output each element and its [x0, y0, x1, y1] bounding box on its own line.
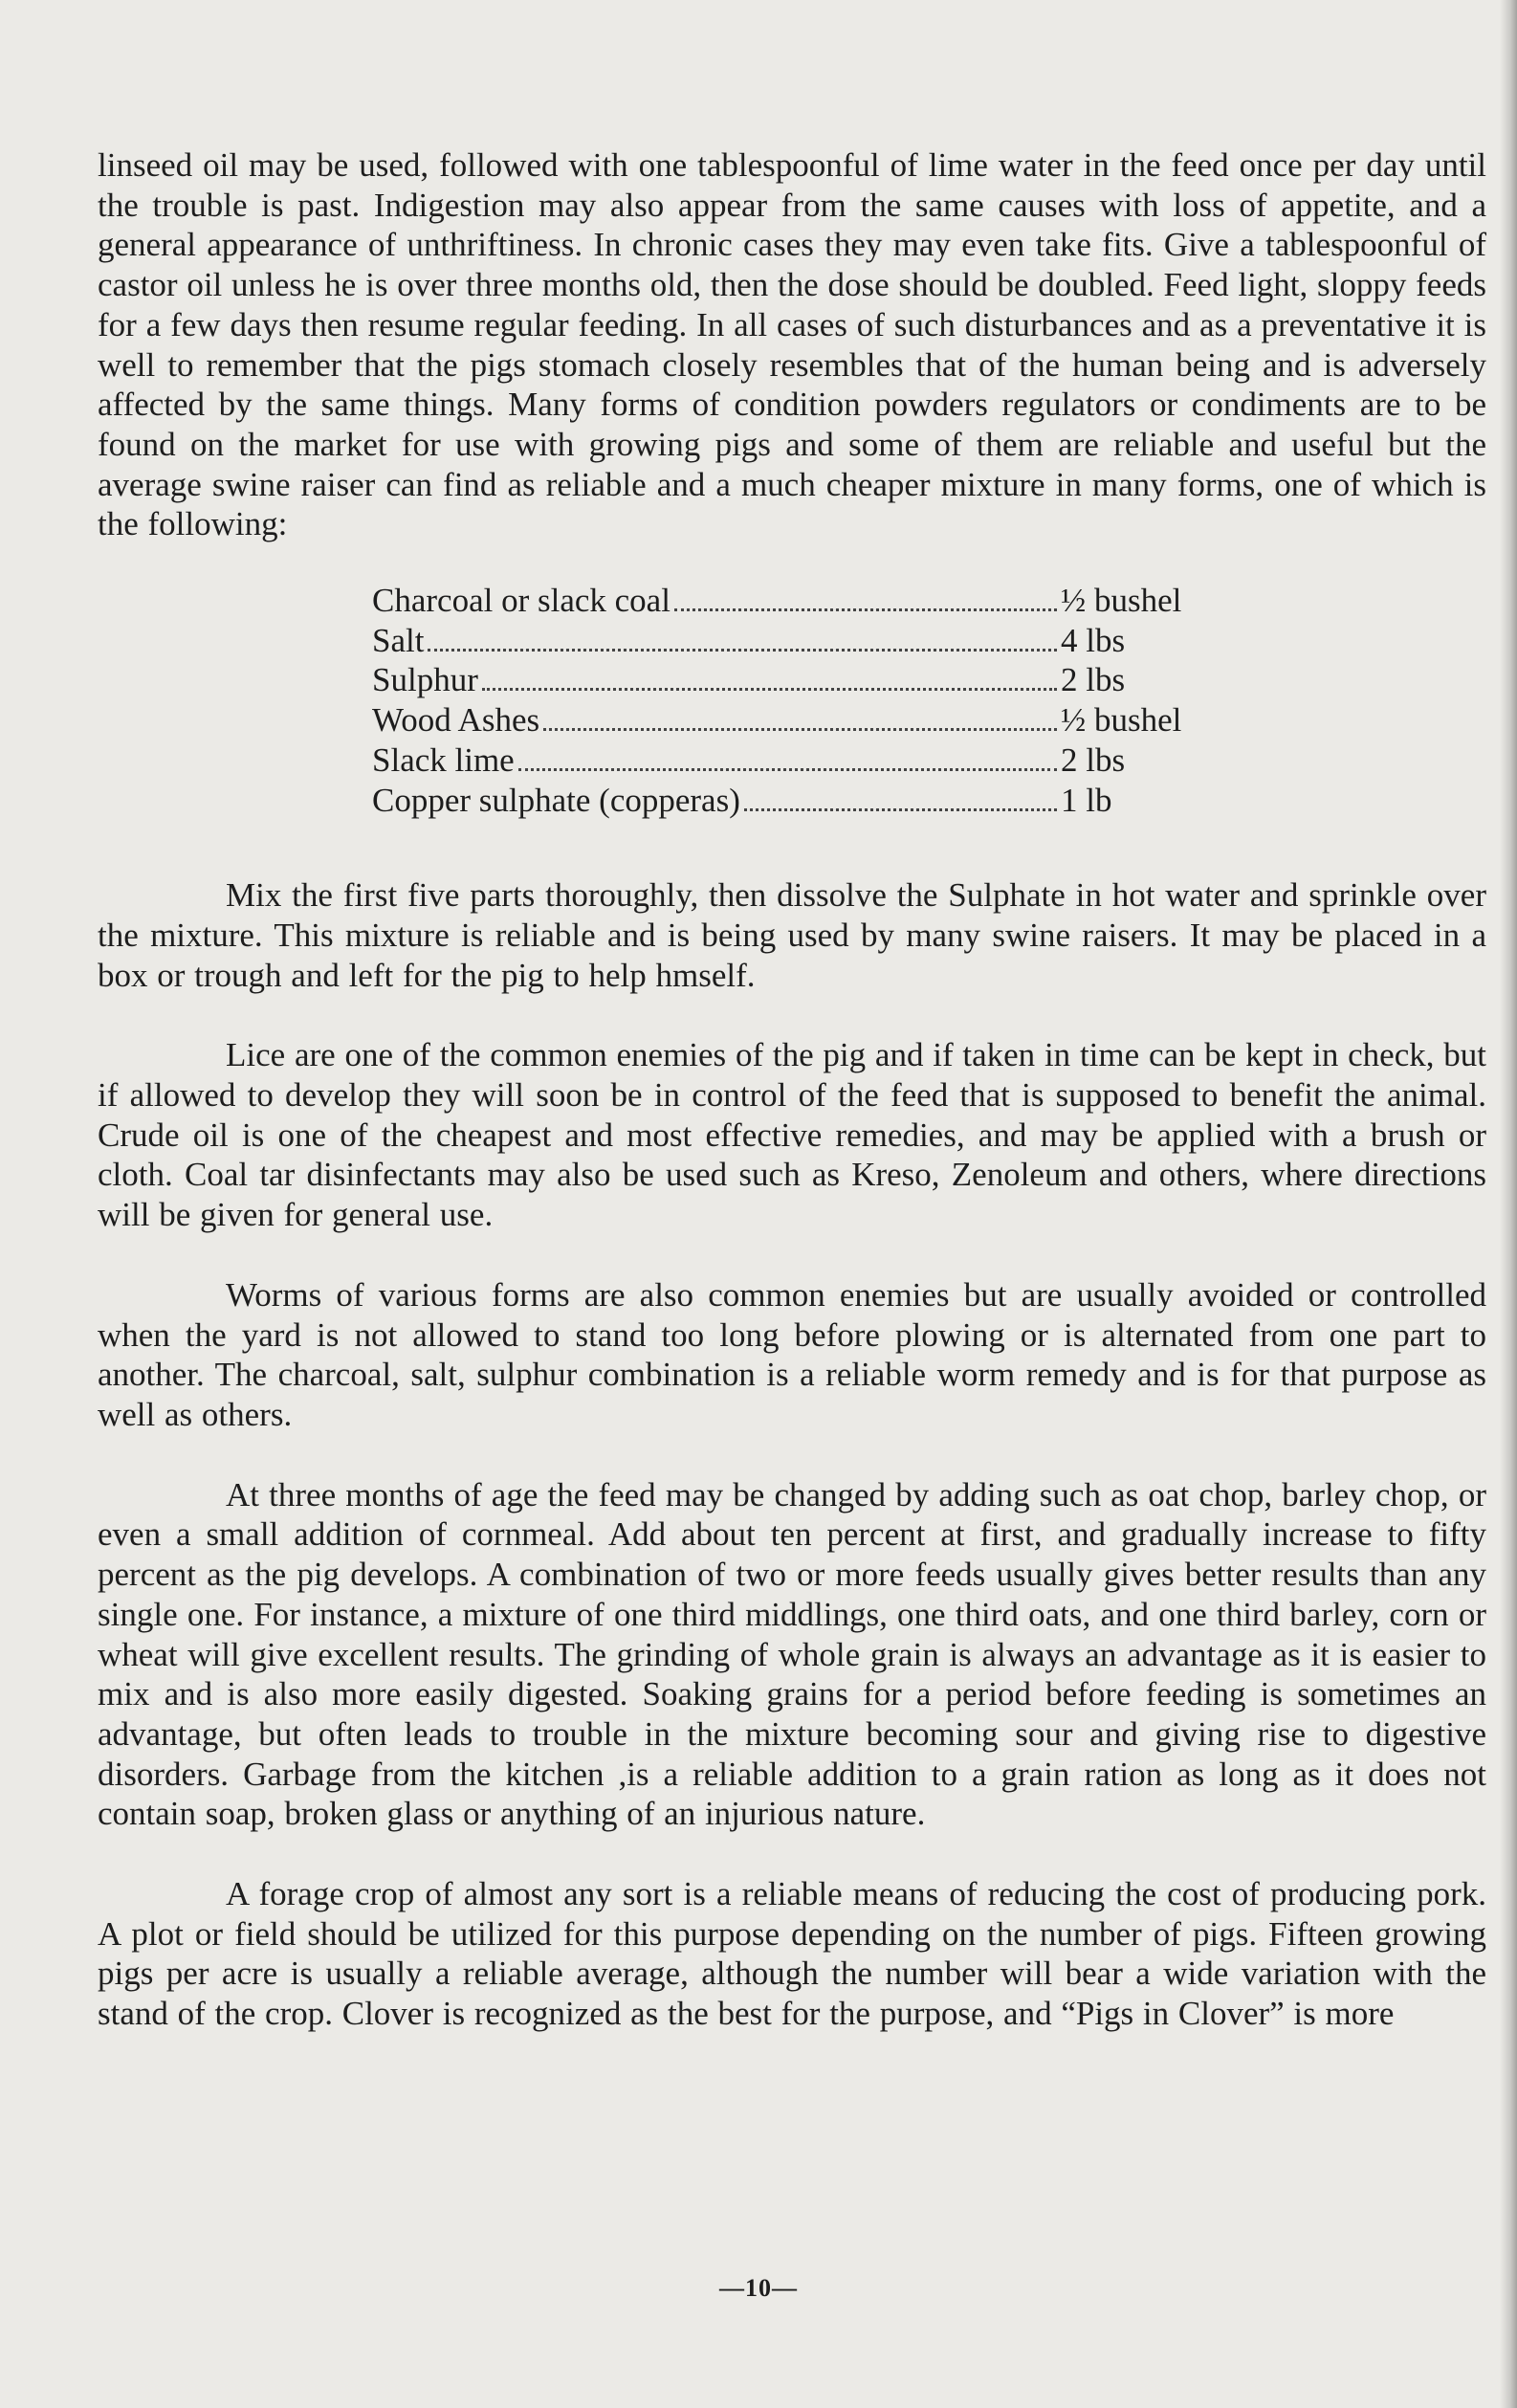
mixture-list — [372, 581, 1309, 820]
mixture-item-qty: 4 lbs — [1061, 621, 1126, 659]
paragraph-feed-changes: At three months of age the feed may be changed by adding such as oat chop, barley chop, or even a small addition of cornmeal. Add about ten percent at first, and gradually increase to fifty percent as the pig develops. A combination of two or more feeds usually gives better results than any single one. For instance, a mixture of one third middlings, one third oats, and one third barley, corn or wheat will give excellent results. The grinding of whole grain is always an advantage as it is easier to mix and is also more easily digested. Soaking grains for a period before feeding is sometimes an advantage, but often leads to trouble in the mixture becoming sour and giving rise to digestive disorders. Garbage from the kitchen ,is a reliable addition to a grain ration as long as it does not contain soap, broken glass or anything of an injurious nature. — [98, 1475, 1486, 1833]
mixture-item-qty: ½ bushel — [1061, 582, 1182, 620]
dot-leader — [744, 807, 1057, 811]
mixture-item-wood-ashes — [372, 700, 1204, 740]
mixture-item-name: Copper sulphate (copperas) — [372, 781, 740, 819]
mixture-item-sulphur — [372, 660, 1204, 700]
mixture-item-name: Slack lime — [372, 740, 515, 779]
mixture-item-name: Wood Ashes — [372, 701, 540, 740]
dot-leader — [674, 608, 1057, 611]
mixture-item-charcoal — [372, 581, 1204, 621]
dot-leader — [482, 687, 1057, 691]
mixture-item-qty: 1 lb — [1061, 781, 1112, 819]
dot-leader — [428, 648, 1057, 652]
paragraph-intro: linseed oil may be used, followed with one tablespoonful of lime water in the feed once per day until the trouble is past. Indigestion may also appear from the same causes with loss of appetite, and a general appearance of unthriftiness. In chronic cases they may even take fits. Give a tablespoonful of castor oil unless he is over three months old, then the dose should be doubled. Feed light, sloppy feeds for a few days then resume regular feeding. In all cases of such disturbances and as a preventative it is well to remember that the pigs stomach closely resembles that of the human being and is adversely affected by the same things. Many forms of condition powders regulators or condiments are to be found on the market for use with growing pigs and some of them are reliable and useful but the average swine raiser can find as reliable and a much cheaper mixture in many forms, one of which is the following: — [98, 146, 1486, 543]
paragraph-worms: Worms of various forms are also common enemies but are usually avoided or controlled when the yard is not allowed to stand too long before plowing or is alternated from one part to another. The charcoal, salt, sulphur combination is a reliable worm remedy and is for that purpose as well as others. — [98, 1275, 1486, 1433]
mixture-item-qty: 2 lbs — [1061, 740, 1126, 779]
paragraph-gap — [98, 1235, 1486, 1275]
page-number: —10— — [719, 2274, 798, 2302]
page-body — [98, 145, 1486, 2034]
mixture-item-qty: ½ bushel — [1061, 701, 1182, 740]
mixture-item-slack-lime — [372, 740, 1204, 781]
mixture-item-name: Salt — [372, 621, 425, 659]
paragraph-gap — [98, 995, 1486, 1035]
paragraph-lice: Lice are one of the common enemies of the pig and if taken in time can be kept in check, but if allowed to develop they will soon be in control of the feed that is supposed to benefit the animal. Crude oil is one of the cheapest and most effective remedies, and may be applied with a brush or cloth. Coal tar disinfectants may also be used such as Kreso, Zenoleum and others, where directions will be given for general use. — [98, 1036, 1486, 1234]
paragraph-forage-crop: A forage crop of almost any sort is a reliable means of reducing the cost of producing pork. A plot or field should be utilized for this purpose depending on the number of pigs. Fifteen growing pigs per acre is usually a reliable average, although the number will bear a wide variation with the stand of the crop. Clover is recognized as the best for the purpose, and “Pigs in Clover” is more — [98, 1875, 1486, 2033]
mixture-item-copper-sulphate — [372, 781, 1204, 821]
mixture-item-salt — [372, 621, 1204, 661]
mixture-item-name: Sulphur — [372, 661, 478, 699]
dot-leader — [543, 727, 1057, 731]
mixture-item-name: Charcoal or slack coal — [372, 582, 671, 620]
mixture-item-qty: 2 lbs — [1061, 661, 1126, 699]
dot-leader — [518, 767, 1057, 771]
paragraph-gap — [98, 1435, 1486, 1475]
page-edge-shadow — [1500, 0, 1517, 2408]
paragraph-gap — [98, 1834, 1486, 1874]
paragraph-mix-instructions: Mix the first five parts thoroughly, then dissolve the Sulphate in hot water and sprinkle over the mixture. This mixture is reliable and is being used by many swine raisers. It may be placed in a box or trough and left for the pig to help hmself. — [98, 876, 1486, 994]
